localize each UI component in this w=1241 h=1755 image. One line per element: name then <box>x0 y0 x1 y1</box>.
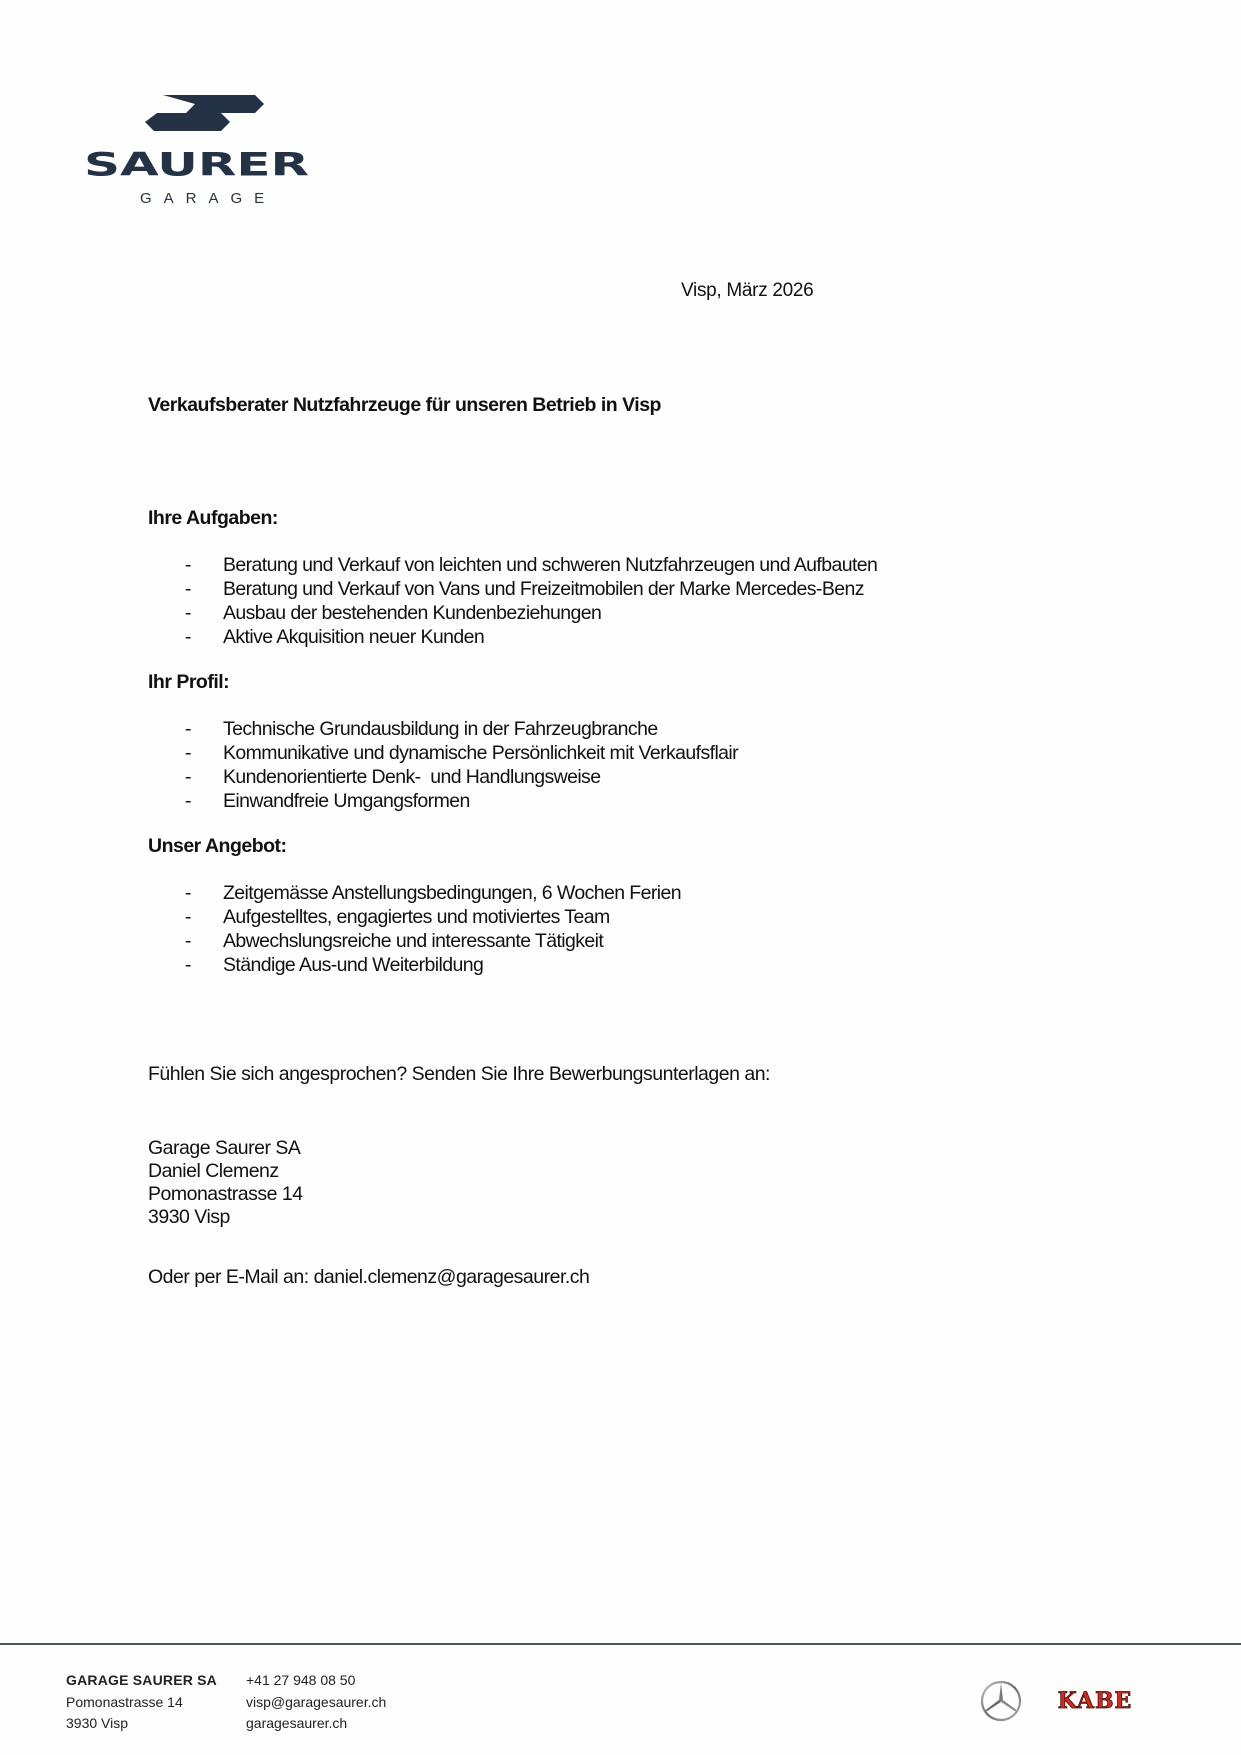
footer-company-name: GARAGE SAURER SA <box>66 1672 217 1688</box>
kabe-wordmark-icon <box>1046 1690 1144 1712</box>
footer-street: Pomonastrasse 14 <box>66 1693 183 1710</box>
document-date: Visp, März 2026 <box>681 280 814 301</box>
contact-email-link[interactable]: daniel.clemenz@garagesaurer.ch <box>313 1266 590 1288</box>
dash-bullet: - <box>185 906 191 928</box>
dash-bullet: - <box>185 930 191 952</box>
address-contact: Daniel Clemenz <box>148 1160 279 1182</box>
dash-bullet: - <box>185 626 191 648</box>
address-street: Pomonastrasse 14 <box>148 1183 303 1205</box>
dash-bullet: - <box>185 602 191 624</box>
footer-city: 3930 Visp <box>66 1715 129 1731</box>
dash-bullet: - <box>185 954 191 976</box>
footer-contact-info <box>246 1670 386 1735</box>
address-city: 3930 Visp <box>148 1206 230 1228</box>
svg-text:KABE: KABE <box>1057 1690 1133 1712</box>
job-title: Verkaufsberater Nutzfahrzeuge für unseren Betrieb in Visp <box>148 394 661 416</box>
dash-bullet: - <box>185 790 191 812</box>
kabe-logo <box>1046 1690 1144 1712</box>
dash-bullet: - <box>185 766 191 788</box>
footer-divider <box>0 1643 1241 1645</box>
logo-wordmark: SAURER <box>84 145 310 184</box>
dash-bullet: - <box>185 882 191 904</box>
email-line <box>148 1266 589 1289</box>
saurer-garage-logo <box>84 92 330 210</box>
logo-subtitle: GARAGE <box>140 190 277 207</box>
saurer-s-emblem-icon <box>84 92 330 142</box>
section-heading-tasks: Ihre Aufgaben: <box>148 507 278 529</box>
dash-bullet: - <box>185 554 191 576</box>
footer-company-info <box>66 1670 217 1735</box>
footer-email-link[interactable]: visp@garagesaurer.ch <box>246 1693 387 1710</box>
footer-website-link[interactable]: garagesaurer.ch <box>246 1715 348 1731</box>
section-heading-offer: Unser Angebot: <box>148 835 287 857</box>
dash-bullet: - <box>185 718 191 740</box>
dash-bullet: - <box>185 742 191 764</box>
application-address <box>148 1137 303 1229</box>
dash-bullet: - <box>185 578 191 600</box>
email-prefix: Oder per E-Mail an: <box>148 1266 314 1288</box>
call-to-action: Fühlen Sie sich angesprochen? Senden Sie Ihre Bewerbungsunterlagen an: <box>148 1063 770 1085</box>
address-company: Garage Saurer SA <box>148 1137 301 1159</box>
footer-phone-link[interactable]: +41 27 948 08 50 <box>246 1672 356 1688</box>
section-heading-profile: Ihr Profil: <box>148 671 230 693</box>
mercedes-benz-star-icon <box>980 1680 1022 1722</box>
